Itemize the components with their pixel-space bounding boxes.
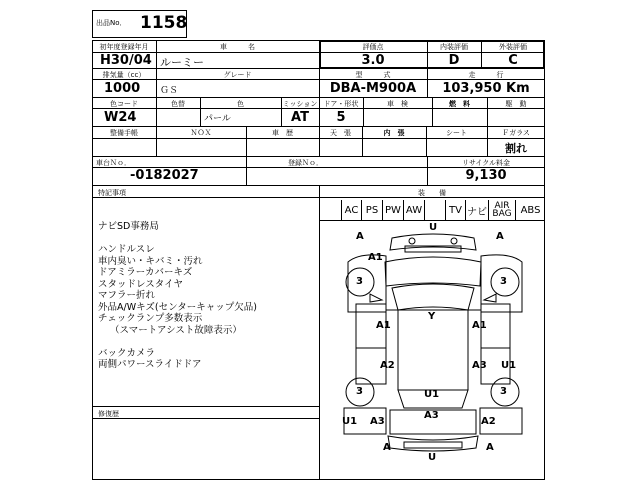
interior-grade-label: 内装評価 [440, 43, 468, 51]
mark-door-fr: A1 [472, 320, 487, 331]
chassis-value: -0182027 [130, 168, 199, 183]
note-line: ハンドルスレ [98, 244, 155, 255]
inspection-label: 車 検 [387, 100, 408, 108]
recycle-value: 9,130 [465, 168, 507, 183]
note-line: （スマートアシスト故障表示） [110, 324, 242, 336]
equipment-airbag: AIR BAG [489, 200, 516, 220]
nox-label: ＮＯＸ [190, 129, 212, 137]
lot-number: 1158 [140, 13, 188, 33]
note-line: ドアミラーカバーキズ [98, 267, 193, 278]
color-value: パール [204, 114, 231, 124]
recycle-label: リサイクル料金 [461, 159, 511, 167]
headliner-label: 天 張 [330, 129, 351, 137]
score-value: 3.0 [361, 53, 385, 68]
equipment-navi: ナビ [466, 200, 489, 220]
note-line [98, 336, 318, 348]
mark-rear-right-panel: U1 [501, 360, 517, 371]
color-label: 色 [237, 100, 244, 108]
note-line: 外品A/Wキズ(センターキャップ欠品) [98, 301, 257, 313]
mark-wheel-rr: 3 [500, 386, 507, 397]
doors-label: ドア・形状 [323, 100, 359, 108]
mark-rear-left-corner: U1 [342, 416, 358, 427]
mark-rear-bumper-left: A [383, 442, 391, 453]
color-change-label: 色替 [171, 100, 185, 108]
mark-wheel-fl: 3 [356, 276, 363, 287]
equipment-aw: AW [404, 200, 425, 220]
car-name-value: ルーミー [160, 56, 204, 69]
car-condition-diagram [330, 222, 540, 477]
mark-front-right-corner: A [496, 231, 504, 242]
interior-grade-value: D [448, 53, 460, 68]
fuel-label: 燃 料 [449, 100, 470, 108]
notes-list [98, 221, 318, 371]
equipment-ac: AC [341, 200, 362, 220]
note-line: マフラー折れ [98, 290, 156, 301]
mission-value: AT [291, 110, 309, 125]
chassis-label: 車台Ｎｏ． [96, 159, 131, 167]
mark-rear-bumper-right: A [486, 442, 494, 453]
model-value: DBA-M900A [329, 81, 417, 96]
drive-label: 駆 動 [505, 100, 527, 108]
mission-label: ミッション [282, 100, 318, 108]
equipment-ps: PS [362, 200, 383, 220]
equipment-label: 装 備 [418, 189, 446, 197]
note-line: 車内臭い・キバミ・汚れ [98, 255, 203, 267]
mark-wheel-fr: 3 [500, 276, 507, 287]
model-label: 型 式 [355, 71, 391, 79]
note-line: ナビSD事務局 [98, 221, 159, 232]
glass-label: Ｆガラス [502, 129, 530, 137]
notes-label: 特記事項 [98, 189, 126, 197]
mileage-value: 103,950 Km [442, 81, 530, 96]
equipment-blank [425, 200, 446, 220]
history-label: 車 歴 [272, 129, 293, 137]
score-label: 評価点 [362, 43, 384, 51]
grade-value: ＧＳ [160, 86, 179, 96]
mark-front-bumper: U [429, 222, 438, 233]
trim-label: 内 張 [383, 129, 405, 137]
mark-back-door: A3 [424, 410, 439, 421]
glass-value: 割れ [505, 142, 527, 155]
exterior-grade-value: C [508, 53, 518, 68]
equipment-abs: ABS [520, 204, 541, 216]
mark-rear-left-quarter: A3 [370, 416, 385, 427]
note-line [98, 233, 318, 245]
lot-label: 出品No． [96, 19, 127, 27]
color-code-value: W24 [104, 110, 137, 125]
mark-front-left-corner: A [356, 231, 364, 242]
exterior-grade-label: 外装評価 [499, 43, 527, 51]
mark-door-rr: A3 [472, 360, 487, 371]
mileage-label: 走 行 [468, 71, 504, 79]
seat-label: シート [446, 129, 467, 137]
mark-rear-right-quarter: A2 [481, 416, 496, 427]
mark-door-rl: A2 [380, 360, 395, 371]
note-line: 両側パワースライドドア [98, 359, 202, 370]
doors-value: 5 [336, 110, 346, 125]
mark-rear-window: U1 [424, 389, 440, 400]
displacement-value: 1000 [104, 81, 141, 96]
note-line: スタッドレスタイヤ [98, 278, 184, 290]
displacement-label: 排気量（cc） [102, 71, 146, 79]
equipment-tv: TV [446, 200, 466, 220]
car-name-label: 車 名 [220, 43, 255, 51]
color-code-label: 色コード [110, 100, 138, 108]
mark-rear-bumper: U [428, 452, 437, 463]
reg-date-value: H30/04 [100, 53, 152, 68]
equipment-pw: PW [383, 200, 404, 220]
manual-label: 整備手帳 [110, 129, 138, 137]
note-line: チェックランプ多数表示 [98, 313, 203, 324]
mark-roof: Y [428, 311, 436, 322]
mark-wheel-rl: 3 [356, 386, 363, 397]
mark-door-fl: A1 [376, 320, 391, 331]
grade-label: グレード [223, 71, 252, 79]
repair-history-label: 修復歴 [98, 410, 119, 418]
note-line: バックカメラ [98, 347, 156, 359]
reg-date-label: 初年度登録年月 [99, 43, 149, 51]
mark-hood-left: A1 [368, 252, 383, 263]
plate-label: 登録Ｎｏ． [288, 159, 323, 167]
